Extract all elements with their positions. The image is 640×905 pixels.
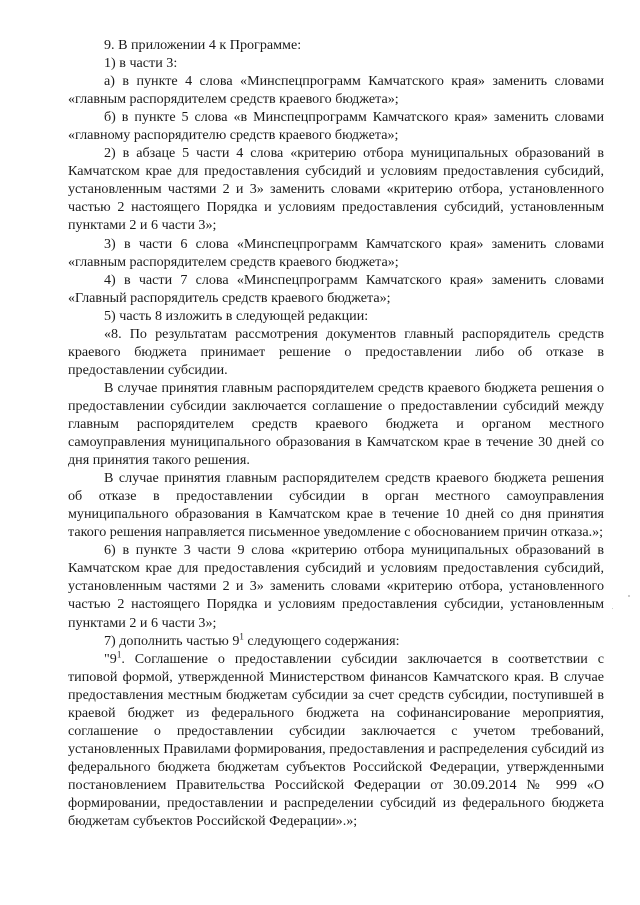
paragraph-subitem-7 bbox=[68, 632, 604, 650]
superscript-number: 1 bbox=[116, 648, 122, 659]
paragraph-part-9-1 bbox=[68, 650, 604, 830]
paragraph-part-9-1-pre: "9 bbox=[104, 650, 117, 667]
paragraph-subitem-4: 4) в части 7 слова «Минспецпрограмм Камчатского края» заменить словами «Главный распорядитель средств краевого бюджета»; bbox=[68, 271, 604, 306]
paragraph-subitem-7-post: следующего содержания: bbox=[243, 632, 400, 649]
paragraph-part-8-refusal: В случае принятия главным распорядителем средств краевого бюджета решения об отказе в предоставлении субсидии в орган местного самоуправления муниципального образования в Камчатском крае в течение 10 дней со дня принятия такого решения направляется письменное уведомление с обоснованием причин отказа.»; bbox=[68, 470, 604, 541]
document-page bbox=[68, 36, 604, 830]
scan-speck bbox=[628, 595, 630, 597]
paragraph-part-8-approval: В случае принятия главным распорядителем средств краевого бюджета решения о предоставлении субсидии заключается соглашение о предоставлении субсидий между главным распорядителем средств краевого бюджета и органом местного самоуправления муниципального образования в Камчатском крае в течение 30 дней со дня принятия такого решения. bbox=[68, 379, 604, 469]
paragraph-subitem-1: 1) в части 3: bbox=[104, 55, 178, 72]
paragraph-subitem-5: 5) часть 8 изложить в следующей редакции: bbox=[104, 307, 369, 324]
scan-speck bbox=[612, 608, 613, 609]
paragraph-part-8-text: «8. По результатам рассмотрения документов главный распорядитель средств краевого бюджета принимает решение о предоставлении либо об отказе в предоставлении субсидии. bbox=[68, 325, 604, 378]
superscript-number: 1 bbox=[239, 630, 244, 641]
paragraph-subitem-3: 3) в части 6 слова «Минспецпрограмм Камчатского края» заменить словами «главным распорядителем средств краевого бюджета»; bbox=[68, 235, 604, 270]
paragraph-subitem-7-pre: 7) дополнить частью 9 bbox=[104, 632, 240, 649]
paragraph-subitem-6: 6) в пункте 3 части 9 слова «критерию отбора муниципальных образований в Камчатском крае для предоставления субсидий и условиям предоставления субсидий, установленным частями 2 и 3» заменить словами «критерию отбора, установленного частью 2 настоящего Порядка и условиям предоставления субсидии, установленным пунктами 2 и 6 части 3»; bbox=[68, 542, 604, 631]
paragraph-subitem-1b: б) в пункте 5 слова «в Минспецпрограмм Камчатского края» заменить словами «главному распорядителю средств краевого бюджета»; bbox=[68, 109, 604, 144]
paragraph-part-9-1-post: . Соглашение о предоставлении субсидии заключается в соответствии с типовой формой, утвержденной Министерством финансов Камчатского края. В случае предоставления местным бюджетам субсидии за счет средств субсидии, поступившей в краевой бюджет из федерального бюджета на софинансирование мероприятия, соглашение о предоставлении субсидии заключается с учетом требований, установленных Правилами формирования, предоставления и распределения субсидий из федерального бюджета бюджетам субъектов Российской Федерации, утвержденными постановлением Правительства Российской Федерации от 30.09.2014 № 999 «О формировании, предоставлении и распределении субсидий из федерального бюджета бюджетам субъектов Российской Федерации».»; bbox=[68, 650, 605, 830]
paragraph-subitem-2: 2) в абзаце 5 части 4 слова «критерию отбора муниципальных образований в Камчатском крае для предоставления субсидий и условиям предоставления субсидий, установленным частями 2 и 3» заменить словами «критерию отбора, установленного частью 2 настоящего Порядка и условиям предоставления субсидий, установленным пунктами 2 и 6 части 3»; bbox=[68, 145, 604, 234]
paragraph-subitem-1a: а) в пункте 4 слова «Минспецпрограмм Камчатского края» заменить словами «главным распорядителем средств краевого бюджета»; bbox=[68, 73, 604, 108]
paragraph-item-9-heading: 9. В приложении 4 к Программе: bbox=[104, 37, 302, 53]
